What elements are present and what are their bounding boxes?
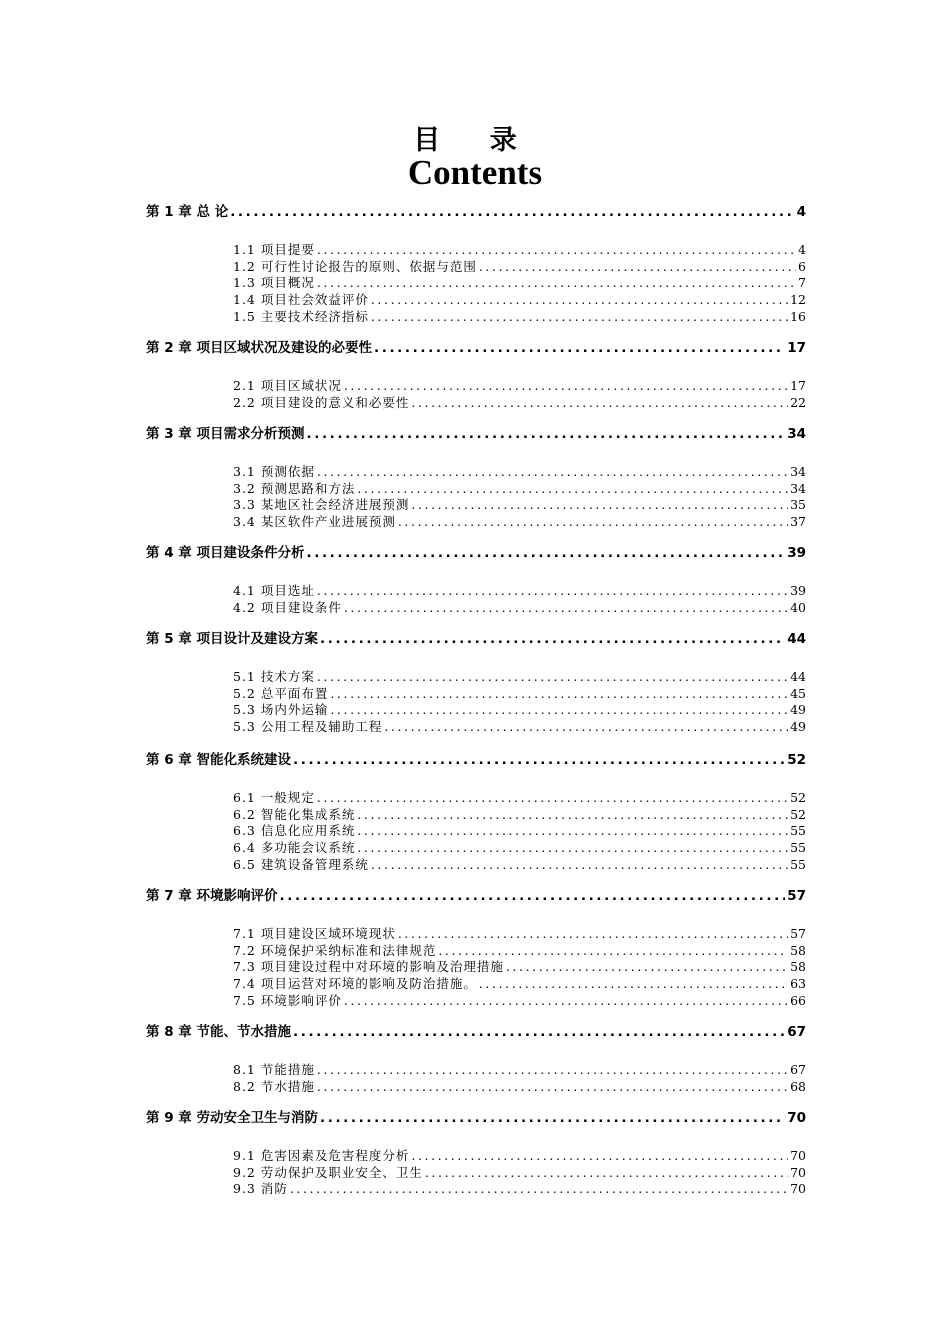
dot-leader xyxy=(307,424,786,444)
section-title: 9.1 危害因素及危害程度分析 xyxy=(233,1148,410,1163)
toc-section-entry[interactable] xyxy=(233,686,806,702)
toc-section-entry[interactable] xyxy=(233,669,806,685)
page-number: 17 xyxy=(790,378,806,393)
toc-section-entry[interactable] xyxy=(233,242,806,258)
section-title: 7.2 环境保护采纳标准和法律规范 xyxy=(233,942,437,958)
toc-section-entry[interactable] xyxy=(233,309,806,325)
page-number: 34 xyxy=(790,480,806,496)
section-title: 6.1 一般规定 xyxy=(233,790,315,805)
toc-chapter-entry[interactable] xyxy=(146,629,806,649)
chapter-title: 第 5 章 项目设计及建设方案 xyxy=(146,631,318,647)
dot-leader xyxy=(320,1108,785,1128)
page-number: 49 xyxy=(790,719,806,735)
toc-section-entry[interactable] xyxy=(233,259,806,275)
page-number: 58 xyxy=(790,959,806,975)
dot-leader xyxy=(371,857,788,873)
toc-section-entry[interactable] xyxy=(233,514,806,530)
section-title: 4.2 项目建设条件 xyxy=(233,599,342,615)
page-number: 68 xyxy=(790,1078,806,1094)
page-number: 58 xyxy=(790,942,806,958)
dot-leader xyxy=(280,886,786,906)
toc-section-entry[interactable] xyxy=(233,378,806,394)
page-number: 22 xyxy=(790,394,806,410)
dot-leader xyxy=(293,1022,785,1042)
toc-section-entry[interactable] xyxy=(233,1062,806,1078)
page-number: 34 xyxy=(790,464,806,479)
toc-section-entry[interactable] xyxy=(233,823,806,839)
section-title: 6.3 信息化应用系统 xyxy=(233,823,356,839)
dot-leader xyxy=(317,790,788,806)
page-number: 57 xyxy=(790,926,806,941)
toc-section-entry[interactable] xyxy=(233,976,806,992)
page-number: 55 xyxy=(790,823,806,839)
dot-leader xyxy=(317,583,788,599)
toc-section-entry[interactable] xyxy=(233,497,806,513)
page-number: 37 xyxy=(790,514,806,530)
toc-section-entry[interactable] xyxy=(233,292,806,308)
dot-leader xyxy=(479,259,796,275)
dot-leader xyxy=(371,292,788,308)
chapter-title: 第 9 章 劳动安全卫生与消防 xyxy=(146,1110,318,1126)
dot-leader xyxy=(479,976,788,992)
toc-section-entry[interactable] xyxy=(233,395,806,411)
section-title: 9.2 劳动保护及职业安全、卫生 xyxy=(233,1164,423,1180)
page-number: 40 xyxy=(790,599,806,615)
page-number: 34 xyxy=(787,426,806,442)
page-number: 70 xyxy=(790,1181,806,1197)
dot-leader xyxy=(398,514,788,530)
page-number: 57 xyxy=(787,888,806,904)
page-number: 44 xyxy=(790,669,806,684)
toc-section-entry[interactable] xyxy=(233,583,806,599)
dot-leader xyxy=(374,338,785,358)
page-number: 55 xyxy=(790,840,806,856)
toc-section-entry[interactable] xyxy=(233,719,806,735)
page-number: 52 xyxy=(790,790,806,805)
chapter-title: 第 7 章 环境影响评价 xyxy=(146,888,278,904)
dot-leader xyxy=(357,840,788,856)
chapter-title: 第 1 章 总 论 xyxy=(146,204,229,220)
dot-leader xyxy=(330,702,788,718)
toc-chapter-entry[interactable] xyxy=(146,750,806,770)
page-number: 12 xyxy=(790,292,806,308)
toc-section-entry[interactable] xyxy=(233,857,806,873)
toc-chapter-entry[interactable] xyxy=(146,202,806,222)
chapter-title: 第 3 章 项目需求分析预测 xyxy=(146,426,305,442)
toc-section-entry[interactable] xyxy=(233,926,806,942)
section-title: 6.5 建筑设备管理系统 xyxy=(233,856,369,872)
page-number: 49 xyxy=(790,702,806,718)
section-title: 7.1 项目建设区域环境现状 xyxy=(233,926,396,941)
section-title: 4.1 项目选址 xyxy=(233,583,315,598)
chapter-title: 第 2 章 项目区域状况及建设的必要性 xyxy=(146,340,372,356)
page-number: 44 xyxy=(787,631,806,647)
chapter-title: 第 8 章 节能、节水措施 xyxy=(146,1024,291,1040)
dot-leader xyxy=(411,497,788,513)
section-title: 3.1 预测依据 xyxy=(233,464,315,479)
toc-section-entry[interactable] xyxy=(233,840,806,856)
page-number: 52 xyxy=(790,806,806,822)
page-number: 55 xyxy=(790,856,806,872)
dot-leader xyxy=(384,719,788,735)
toc-section-entry[interactable] xyxy=(233,993,806,1009)
dot-leader xyxy=(317,1062,788,1078)
toc-chapter-entry[interactable] xyxy=(146,1108,806,1128)
toc-section-entry[interactable] xyxy=(233,1165,806,1181)
dot-leader xyxy=(357,481,788,497)
toc-section-entry[interactable] xyxy=(233,959,806,975)
page-number: 52 xyxy=(787,752,806,768)
page-number: 70 xyxy=(787,1110,806,1126)
toc-chapter-entry[interactable] xyxy=(146,424,806,444)
dot-leader xyxy=(371,309,788,325)
section-title: 5.3 场内外运输 xyxy=(233,702,329,718)
toc-chapter-entry[interactable] xyxy=(146,886,806,906)
dot-leader xyxy=(411,1148,788,1164)
page-number: 70 xyxy=(790,1148,806,1163)
section-title: 5.1 技术方案 xyxy=(233,669,315,684)
page-number: 39 xyxy=(787,545,806,561)
dot-leader xyxy=(317,1079,788,1095)
page-number: 67 xyxy=(790,1062,806,1077)
section-title: 3.4 某区软件产业进展预测 xyxy=(233,514,396,530)
dot-leader xyxy=(317,669,788,685)
toc-chapter-entry[interactable] xyxy=(146,1022,806,1042)
dot-leader xyxy=(506,959,788,975)
page-number: 4 xyxy=(796,204,806,220)
toc-section-entry[interactable] xyxy=(233,943,806,959)
dot-leader xyxy=(320,629,785,649)
section-title: 6.2 智能化集成系统 xyxy=(233,806,356,822)
toc-section-entry[interactable] xyxy=(233,600,806,616)
dot-leader xyxy=(293,750,785,770)
section-title: 8.1 节能措施 xyxy=(233,1062,315,1077)
toc-chapter-entry[interactable] xyxy=(146,543,806,563)
dot-leader xyxy=(344,993,788,1009)
toc-title-chinese: 目 录 xyxy=(413,125,537,156)
page-number: 63 xyxy=(790,976,806,992)
dot-leader xyxy=(317,242,796,258)
toc-title-english: Contents xyxy=(407,153,543,192)
dot-leader xyxy=(357,807,788,823)
section-title: 1.1 项目提要 xyxy=(233,242,315,257)
toc-section-entry[interactable] xyxy=(233,464,806,480)
section-title: 6.4 多功能会议系统 xyxy=(233,840,356,856)
toc-section-entry[interactable] xyxy=(233,1181,806,1197)
toc-section-entry[interactable] xyxy=(233,481,806,497)
section-title: 1.2 可行性讨论报告的原则、依据与范围 xyxy=(233,258,477,274)
section-title: 1.5 主要技术经济指标 xyxy=(233,308,369,324)
section-title: 9.3 消防 xyxy=(233,1181,288,1197)
dot-leader xyxy=(425,1165,788,1181)
section-title: 3.2 预测思路和方法 xyxy=(233,480,356,496)
section-title: 2.1 项目区域状况 xyxy=(233,378,342,393)
toc-section-entry[interactable] xyxy=(233,807,806,823)
dot-leader xyxy=(307,543,786,563)
dot-leader xyxy=(357,823,788,839)
page-number: 66 xyxy=(790,992,806,1008)
dot-leader xyxy=(330,686,788,702)
section-title: 2.2 项目建设的意义和必要性 xyxy=(233,394,410,410)
section-title: 5.3 公用工程及辅助工程 xyxy=(233,719,383,735)
dot-leader xyxy=(317,275,796,291)
dot-leader xyxy=(317,464,788,480)
dot-leader xyxy=(290,1181,788,1197)
toc-section-entry[interactable] xyxy=(233,1079,806,1095)
page-number: 45 xyxy=(790,685,806,701)
page-number: 35 xyxy=(790,497,806,513)
toc-section-entry[interactable] xyxy=(233,702,806,718)
dot-leader xyxy=(344,378,788,394)
page-number: 6 xyxy=(798,258,806,274)
chapter-title: 第 6 章 智能化系统建设 xyxy=(146,752,291,768)
section-title: 5.2 总平面布置 xyxy=(233,685,329,701)
dot-leader xyxy=(398,926,788,942)
dot-leader xyxy=(438,943,788,959)
section-title: 3.3 某地区社会经济进展预测 xyxy=(233,497,410,513)
section-title: 1.3 项目概况 xyxy=(233,275,315,291)
page-number: 16 xyxy=(790,308,806,324)
dot-leader xyxy=(230,202,794,222)
dot-leader xyxy=(411,395,788,411)
section-title: 7.3 项目建设过程中对环境的影响及治理措施 xyxy=(233,959,504,975)
page-number: 70 xyxy=(790,1164,806,1180)
section-title: 7.4 项目运营对环境的影响及防治措施。 xyxy=(233,976,477,992)
page-number: 7 xyxy=(798,275,806,291)
page-number: 39 xyxy=(790,583,806,598)
toc-chapter-entry[interactable] xyxy=(146,338,806,358)
page-number: 4 xyxy=(798,242,806,257)
section-title: 1.4 项目社会效益评价 xyxy=(233,292,369,308)
chapter-title: 第 4 章 项目建设条件分析 xyxy=(146,545,305,561)
toc-section-entry[interactable] xyxy=(233,1148,806,1164)
dot-leader xyxy=(344,600,788,616)
page-number: 67 xyxy=(787,1024,806,1040)
toc-section-entry[interactable] xyxy=(233,275,806,291)
section-title: 7.5 环境影响评价 xyxy=(233,992,342,1008)
section-title: 8.2 节水措施 xyxy=(233,1078,315,1094)
toc-section-entry[interactable] xyxy=(233,790,806,806)
page-number: 17 xyxy=(787,340,806,356)
